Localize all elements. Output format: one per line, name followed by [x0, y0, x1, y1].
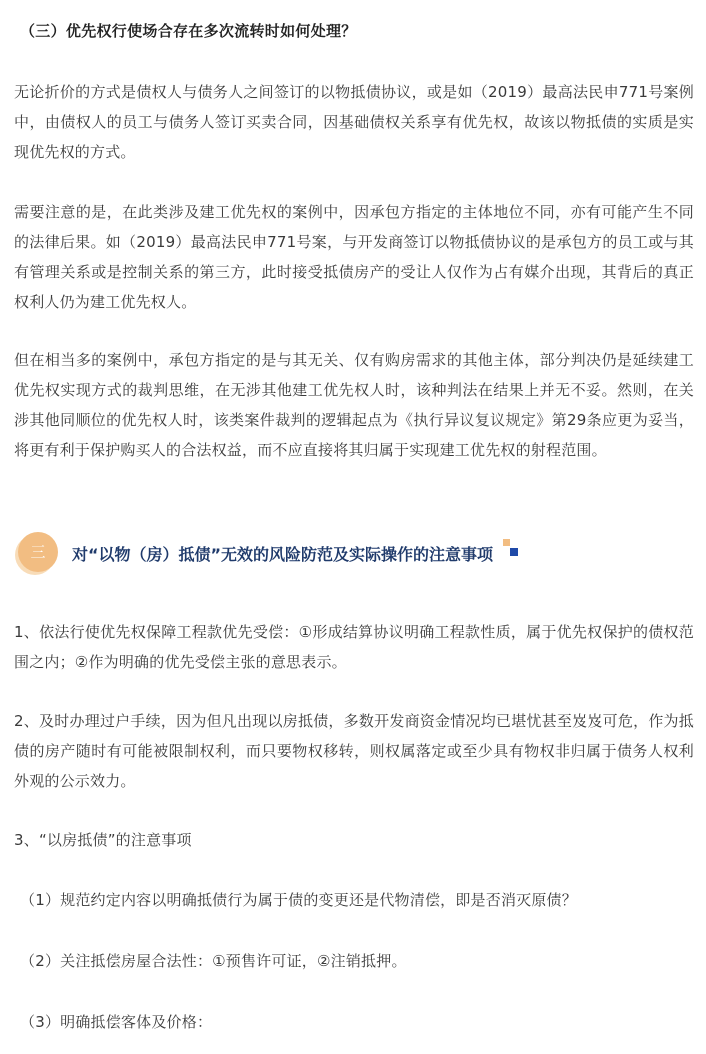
list-item: （1）规范约定内容以明确抵债行为属于债的变更还是代物清偿，即是否消灭原债？ [20, 891, 577, 909]
list-item: 3、“以房抵债”的注意事项 [14, 831, 192, 849]
section-number-badge: 三 [18, 532, 58, 572]
list-item: 2、及时办理过户手续，因为但凡出现以房抵债，多数开发商资金情况均已堪忧甚至岌岌可危，作为抵债的房产随时有可能被限制权利，而只要物权移转，则权属落定或至少具有物权非归属于债务人权利外观的公示效力。 [14, 712, 694, 790]
subsection-heading: （三）优先权行使场合存在多次流转时如何处理？ [20, 22, 357, 40]
decorative-square-icon [503, 539, 510, 546]
paragraph: 需要注意的是，在此类涉及建工优先权的案例中，因承包方指定的主体地位不同，亦有可能产生不同的法律后果。如（2019）最高法民申771号案，与开发商签订以物抵债协议的是承包方的员工或与其有管理关系或是控制关系的第三方，此时接受抵债房产的受让人仅作为占有媒介出现，其背后的真正权利人仍为建工优先权人。 [14, 203, 694, 311]
list-item: （2）关注抵偿房屋合法性：①预售许可证，②注销抵押。 [20, 952, 407, 970]
section-header [14, 530, 554, 580]
list-item: 1、依法行使优先权保障工程款优先受偿：①形成结算协议明确工程款性质，属于优先权保护的债权范围之内；②作为明确的优先受偿主张的意思表示。 [14, 623, 694, 671]
section-title: 对“以物（房）抵债”无效的风险防范及实际操作的注意事项 [72, 545, 494, 564]
list-item: （3）明确抵偿客体及价格： [20, 1013, 213, 1031]
paragraph: 但在相当多的案例中，承包方指定的是与其无关、仅有购房需求的其他主体，部分判决仍是延续建工优先权实现方式的裁判思维，在无涉其他建工优先权人时，该种判法在结果上并无不妥。然则，在关涉其他同顺位的优先权人时，该类案件裁判的逻辑起点为《执行异议复议规定》第29条应更为妥当，将更有利于保护购买人的合法权益，而不应直接将其归属于实现建工优先权的射程范围。 [14, 351, 694, 459]
decorative-square-icon [510, 548, 518, 556]
paragraph: 无论折价的方式是债权人与债务人之间签订的以物抵债协议，或是如（2019）最高法民申771号案例中，由债权人的员工与债务人签订买卖合同，因基础债权关系享有优先权，故该以物抵债的实质是实现优先权的方式。 [14, 83, 694, 161]
